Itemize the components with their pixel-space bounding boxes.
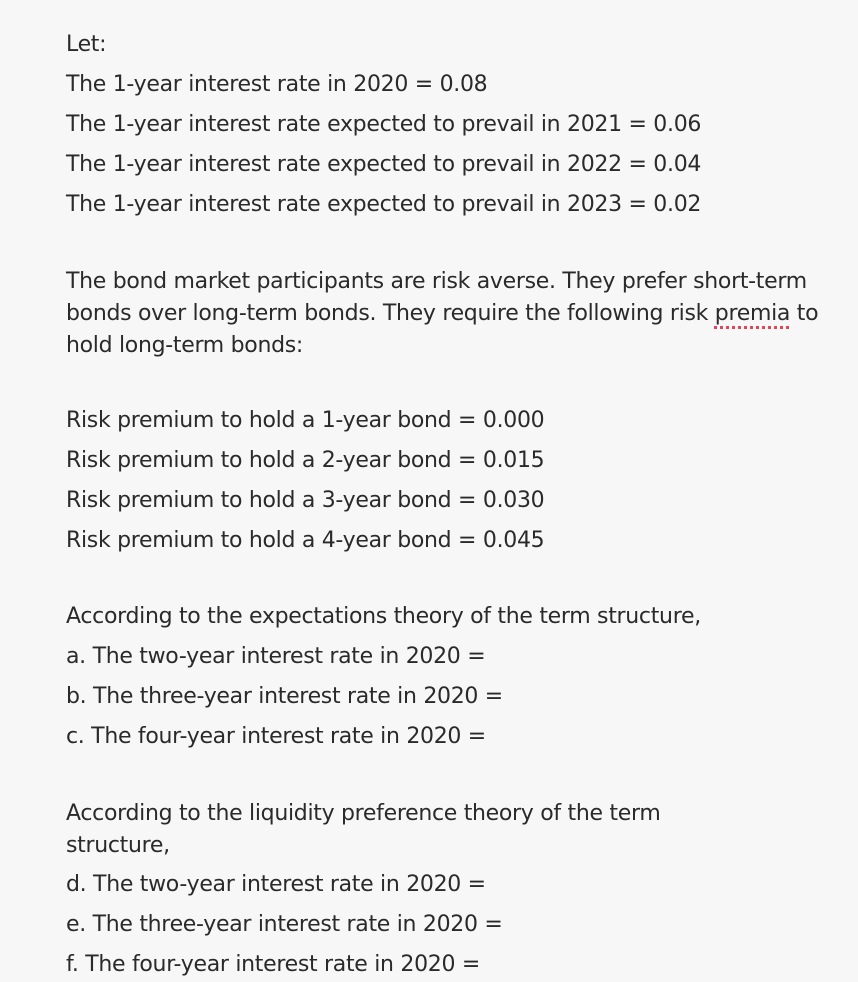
question-e: e. The three-year interest rate in 2020 =: [66, 912, 503, 937]
risk-premium-2-year: Risk premium to hold a 2-year bond = 0.015: [66, 448, 545, 473]
risk-paragraph-text-end: to hold long-term bonds:: [66, 301, 819, 358]
rate-line-2022: The 1-year interest rate expected to prevail in 2022 = 0.04: [66, 152, 702, 177]
question-d: d. The two-year interest rate in 2020 =: [66, 872, 486, 897]
expectations-theory-heading: According to the expectations theory of the term structure,: [66, 604, 701, 629]
question-a: a. The two-year interest rate in 2020 =: [66, 644, 486, 669]
rate-line-2023: The 1-year interest rate expected to prevail in 2023 = 0.02: [66, 192, 702, 217]
question-c: c. The four-year interest rate in 2020 =: [66, 724, 486, 749]
question-f: f. The four-year interest rate in 2020 =: [66, 952, 480, 977]
risk-paragraph-text-start: The bond market participants are risk averse. They prefer short-term bonds over long-term bonds. They require the following risk: [66, 269, 807, 326]
risk-premium-4-year: Risk premium to hold a 4-year bond = 0.045: [66, 528, 545, 553]
rate-line-2020: The 1-year interest rate in 2020 = 0.08: [66, 72, 488, 97]
liquidity-theory-heading: According to the liquidity preference theory of the term structure,: [66, 801, 661, 858]
risk-premium-3-year: Risk premium to hold a 3-year bond = 0.030: [66, 488, 545, 513]
risk-premium-1-year: Risk premium to hold a 1-year bond = 0.000: [66, 408, 545, 433]
question-b: b. The three-year interest rate in 2020 =: [66, 684, 503, 709]
spellcheck-flagged-word[interactable]: premia: [714, 301, 791, 326]
let-label: Let:: [66, 32, 107, 57]
risk-averse-paragraph: [66, 266, 826, 362]
rate-line-2021: The 1-year interest rate expected to prevail in 2021 = 0.06: [66, 112, 702, 137]
